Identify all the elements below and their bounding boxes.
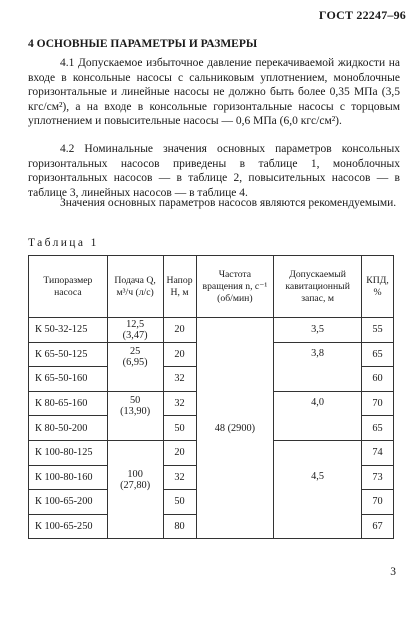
cell-head: 20 xyxy=(163,318,196,343)
flow-value: 25 xyxy=(129,345,141,357)
cell-pump-type: К 65-50-160 xyxy=(29,367,108,392)
cell-pump-type: К 100-80-125 xyxy=(29,440,108,465)
page-number: 3 xyxy=(390,566,396,578)
cell-head: 80 xyxy=(163,514,196,539)
cell-efficiency: 70 xyxy=(362,391,394,416)
cell-efficiency: 70 xyxy=(362,490,394,515)
cell-head: 50 xyxy=(163,490,196,515)
cell-head: 20 xyxy=(163,440,196,465)
table-caption-number: 1 xyxy=(90,237,97,249)
flow-value: 12,5 xyxy=(126,318,145,330)
cell-pump-type: К 80-65-160 xyxy=(29,391,108,416)
cell-efficiency: 65 xyxy=(362,416,394,441)
cell-efficiency: 55 xyxy=(362,318,394,343)
pump-parameters-table xyxy=(28,255,394,539)
cell-efficiency: 60 xyxy=(362,367,394,392)
cell-pump-type: К 100-65-200 xyxy=(29,490,108,515)
paragraph-recommendation: Значения основных параметров насосов являются рекомендуемыми. xyxy=(60,197,397,209)
header-cavitation: Допускаемый кавитационный запас, м xyxy=(274,256,362,318)
flow-value: 100 xyxy=(127,468,143,480)
cell-head: 32 xyxy=(163,367,196,392)
cell-pump-type: К 100-65-250 xyxy=(29,514,108,539)
cell-head: 32 xyxy=(163,391,196,416)
cell-efficiency: 67 xyxy=(362,514,394,539)
paragraph-4-1: 4.1 Допускаемое избыточное давление перекачиваемой жидкости на входе в консольные насосы с сальниковым уплотнением, моноблочные горизонтальные и линейные насосы не должно быть более 0,35 МПа (3,5 кгс/см²), а на входе в консольные горизонтальные насосы с торцовым уплотнением и повысительные насосы — 0,6 МПа (6,0 кгс/см²). xyxy=(28,57,400,128)
cell-cavitation: 3,8 xyxy=(274,342,362,391)
cell-flow xyxy=(107,318,163,343)
cell-flow xyxy=(107,342,163,391)
cell-cavitation: 3,5 xyxy=(274,318,362,343)
header-efficiency: КПД, % xyxy=(362,256,394,318)
table-row xyxy=(29,318,394,343)
cell-flow xyxy=(107,391,163,440)
flow-value: 50 xyxy=(129,394,141,406)
table-caption-word: Таблица xyxy=(28,237,86,249)
header-head: Напор H, м xyxy=(163,256,196,318)
cell-pump-type: К 65-50-125 xyxy=(29,342,108,367)
cell-efficiency: 74 xyxy=(362,440,394,465)
cell-efficiency: 73 xyxy=(362,465,394,490)
cell-head: 20 xyxy=(163,342,196,367)
header-pump-type: Типоразмер насоса xyxy=(29,256,108,318)
cell-head: 50 xyxy=(163,416,196,441)
standard-number: ГОСТ 22247–96 xyxy=(318,8,406,22)
flow-ls-value: (3,47) xyxy=(122,329,148,341)
cell-pump-type: К 80-50-200 xyxy=(29,416,108,441)
cell-pump-type: К 50-32-125 xyxy=(29,318,108,343)
header-speed: Частота вращения n, с⁻¹ (об/мин) xyxy=(196,256,274,318)
cell-head: 32 xyxy=(163,465,196,490)
cell-flow xyxy=(107,440,163,538)
cell-cavitation: 4,0 xyxy=(274,391,362,440)
header-flow: Подача Q, м³/ч (л/с) xyxy=(107,256,163,318)
cell-speed: 48 (2900) xyxy=(196,318,274,539)
cell-efficiency: 65 xyxy=(362,342,394,367)
paragraph-4-2: 4.2 Номинальные значения основных параметров консольных горизонтальных насосов приведены в таблице 1, моноблочных горизонтальных насосов — в таблице 2, повысительных насосов — в таблице 3, линейных насосов — в таблице 4. xyxy=(28,143,400,199)
flow-ls-value: (6,95) xyxy=(122,356,148,368)
cell-cavitation: 4,5 xyxy=(274,440,362,538)
table-header-row xyxy=(29,256,394,318)
cell-pump-type: К 100-80-160 xyxy=(29,465,108,490)
section-title: 4 ОСНОВНЫЕ ПАРАМЕТРЫ И РАЗМЕРЫ xyxy=(28,38,258,50)
flow-ls-value: (13,90) xyxy=(120,405,151,417)
flow-ls-value: (27,80) xyxy=(120,479,151,491)
table-caption xyxy=(28,237,96,249)
